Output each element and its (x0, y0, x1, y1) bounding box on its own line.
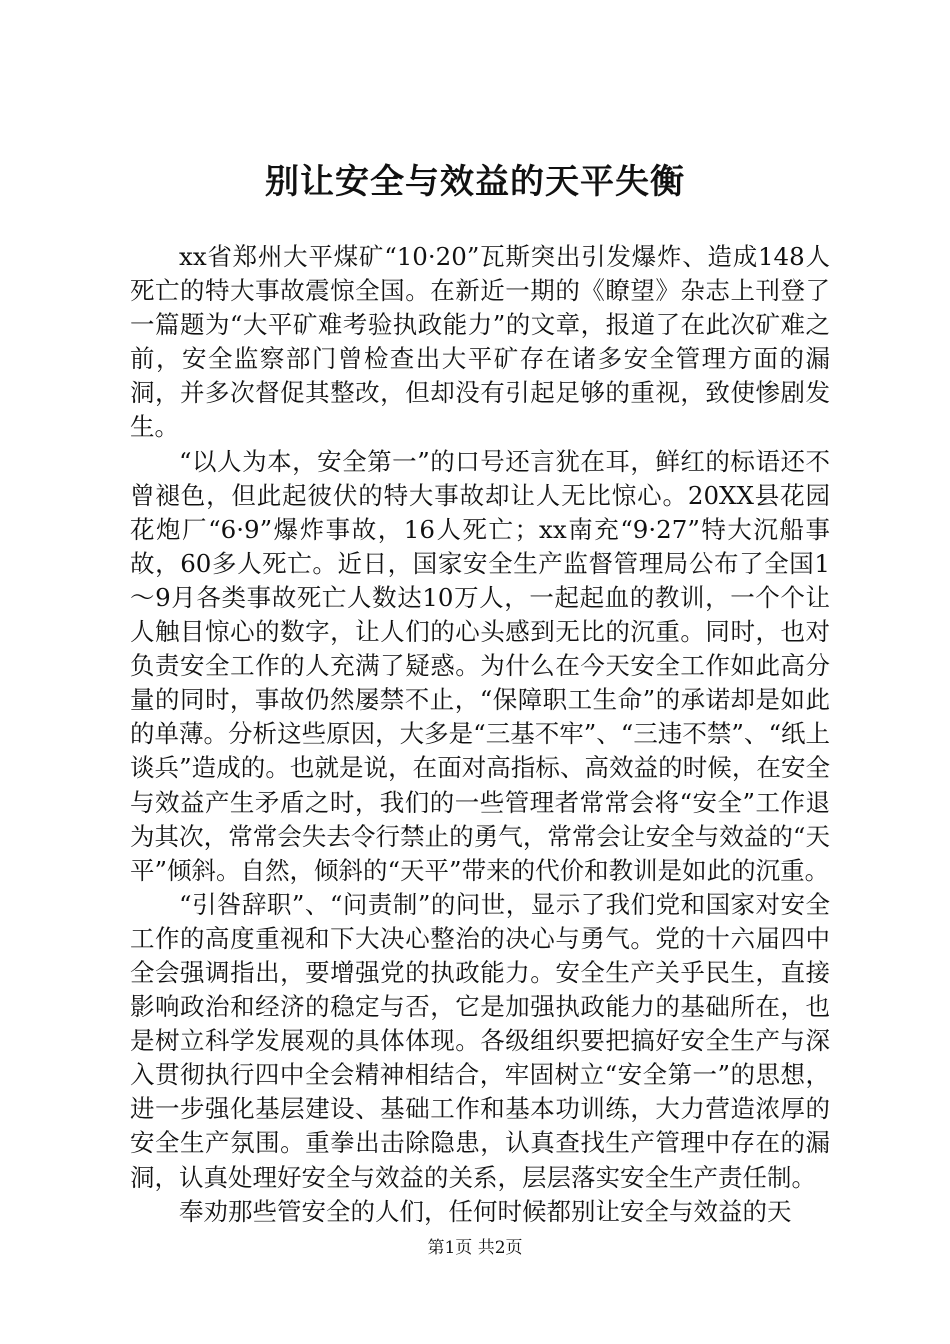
document-title: 别让安全与效益的天平失衡 (265, 162, 685, 202)
page-footer: 第1页 共2页 (427, 1238, 523, 1258)
paragraph-2: “以人为本，安全第一”的口号还言犹在耳，鲜红的标语还不曾褪色，但此起彼伏的特大事故却让人无比惊心。20XX县花园花炮厂“6·9”爆炸事故，16人死亡；xx南充“9·27”特大沉船事故，60多人死亡。近日，国家安全生产监督管理局公布了全国1～9月各类事故死亡人数达10万人，一起起血的教训，一个个让人触目惊心的数字，让人们的心头感到无比的沉重。同时，也对负责安全工作的人充满了疑惑。为什么在今天安全工作如此高分量的同时，事故仍然屡禁不止，“保障职工生命”的承诺却是如此的单薄。分析这些原因，大多是“三基不牢”、“三违不禁”、“纸上谈兵”造成的。也就是说，在面对高指标、高效益的时候，在安全与效益产生矛盾之时，我们的一些管理者常常会将“安全”工作退为其次，常常会失去令行禁止的勇气，常常会让安全与效益的“天平”倾斜。自然，倾斜的“天平”带来的代价和教训是如此的沉重。 (130, 446, 830, 885)
paragraph-1: xx省郑州大平煤矿“10·20”瓦斯突出引发爆炸、造成148人死亡的特大事故震惊全国。在新近一期的《瞭望》杂志上刊登了一篇题为“大平矿难考验执政能力”的文章，报道了在此次矿难之前，安全监察部门曾检查出大平矿存在诸多安全管理方面的漏洞，并多次督促其整改，但却没有引起足够的重视，致使惨剧发生。 (130, 242, 830, 442)
paragraph-4: 奉劝那些管安全的人们，任何时候都别让安全与效益的天 (179, 1196, 792, 1226)
paragraph-3: “引咎辞职”、“问责制”的问世，显示了我们党和国家对安全工作的高度重视和下大决心整治的决心与勇气。党的十六届四中全会强调指出，要增强党的执政能力。安全生产关乎民生，直接影响政治和经济的稳定与否，它是加强执政能力的基础所在，也是树立科学发展观的具体体现。各级组织要把搞好安全生产与深入贯彻执行四中全会精神相结合，牢固树立“安全第一”的思想，进一步强化基层建设、基础工作和基本功训练，大力营造浓厚的安全生产氛围。重拳出击除隐患，认真查找生产管理中存在的漏洞，认真处理好安全与效益的关系，层层落实安全生产责任制。 (130, 889, 830, 1192)
document-body (130, 240, 830, 1229)
